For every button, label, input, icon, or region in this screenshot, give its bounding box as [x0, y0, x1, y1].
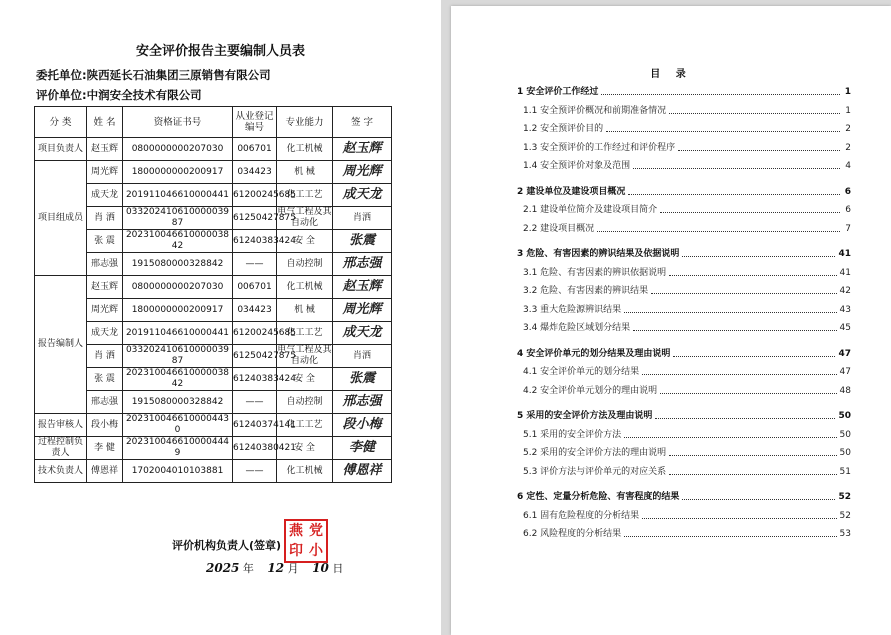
toc-page-number: 48 — [839, 385, 851, 396]
header-name: 姓 名 — [87, 107, 123, 138]
row-cert: 202310046610000443 0 — [123, 414, 233, 437]
client-name: 陕西延长石油集团三原销售有限公司 — [86, 68, 271, 82]
table-row — [35, 207, 392, 230]
toc-page-number: 52 — [839, 510, 851, 521]
row-cert: 202310046610000038 42 — [123, 368, 233, 391]
row-cert: 1702004010103881 — [123, 460, 233, 483]
staff-table — [34, 106, 392, 483]
table-row — [35, 345, 392, 368]
toc-entry-text: 5.1 采用的安全评价方法 — [523, 429, 622, 440]
row-skill: 化工机械 — [277, 276, 333, 299]
handwritten-signature: 张震 — [348, 370, 375, 386]
table-row — [35, 253, 392, 276]
row-name: 周光辉 — [87, 299, 123, 322]
toc-entry-text: 3.3 重大危险源辨识结果 — [523, 304, 622, 315]
sign-date — [206, 560, 343, 576]
row-reg: 61240380421 — [233, 437, 277, 460]
row-signature — [333, 138, 392, 161]
toc-chapter-entry — [517, 248, 851, 260]
toc-section-entry — [523, 142, 851, 154]
toc-section-entry — [523, 105, 851, 117]
row-signature — [333, 276, 392, 299]
toc-entry-text: 4.1 安全评价单元的划分结果 — [523, 367, 640, 377]
row-signature — [333, 437, 392, 460]
handwritten-signature: 赵玉辉 — [342, 278, 382, 294]
row-name: 成天龙 — [87, 322, 123, 345]
red-seal-stamp — [284, 519, 328, 563]
table-row — [35, 161, 392, 184]
row-category: 技术负责人 — [35, 460, 87, 483]
toc-leader-dots — [624, 536, 836, 537]
row-cert: 201911046610000441 — [123, 322, 233, 345]
toc-leader-dots — [660, 212, 840, 213]
row-signature — [333, 230, 392, 253]
row-reg: 61250427875 — [233, 207, 277, 230]
row-signature — [333, 207, 392, 230]
toc-page-number: 47 — [839, 367, 851, 377]
row-name: 邢志强 — [87, 253, 123, 276]
toc-entry-text: 5.3 评价方法与评价单元的对应关系 — [523, 466, 667, 477]
handwritten-signature: 赵玉辉 — [342, 140, 382, 156]
row-category: 报告编制人 — [35, 276, 87, 414]
row-skill: 自动控制 — [277, 391, 333, 414]
header-category: 分 类 — [35, 107, 87, 138]
toc-leader-dots — [669, 113, 840, 114]
page-title: 安全评价报告主要编制人员表 — [135, 44, 305, 59]
header-signature: 签 字 — [333, 107, 392, 138]
row-reg: 61240383424 — [233, 230, 277, 253]
toc-page-number: 50 — [839, 429, 851, 440]
date-year: 2025 — [206, 561, 240, 575]
toc-leader-dots — [624, 312, 836, 313]
toc-page-number: 43 — [839, 304, 851, 315]
row-skill: 安 全 — [277, 437, 333, 460]
row-cert: 1915080000328842 — [123, 391, 233, 414]
toc-page-number: 47 — [838, 348, 851, 359]
row-signature — [333, 414, 392, 437]
toc-entry-text: 1.1 安全预评价概况和前期准备情况 — [523, 105, 667, 116]
row-signature — [333, 161, 392, 184]
toc-page-number: 1 — [845, 105, 851, 116]
row-cert: 033202410610000039 87 — [123, 345, 233, 368]
toc-leader-dots — [655, 418, 835, 419]
toc-leader-dots — [682, 499, 835, 500]
handwritten-signature: 邢志强 — [342, 393, 382, 409]
row-skill: 化工工艺 — [277, 322, 333, 345]
toc-page-number: 7 — [845, 223, 851, 234]
toc-section-entry — [523, 160, 851, 172]
table-row — [35, 437, 392, 460]
row-category: 过程控制负责人 — [35, 437, 87, 460]
staff-table-page — [0, 0, 441, 635]
toc-section-entry — [523, 447, 851, 459]
date-month: 12 — [267, 561, 285, 575]
row-name: 赵玉辉 — [87, 138, 123, 161]
evaluator-line — [36, 87, 202, 103]
row-signature — [333, 345, 392, 368]
seal-char: 小 — [309, 543, 323, 559]
toc-leader-dots — [660, 393, 836, 394]
row-name: 赵玉辉 — [87, 276, 123, 299]
toc-section-entry — [523, 304, 851, 316]
row-skill: 化工工艺 — [277, 414, 333, 437]
toc-leader-dots — [682, 256, 835, 257]
table-row — [35, 391, 392, 414]
toc-entry-text: 1.4 安全预评价对象及范围 — [523, 161, 631, 171]
toc-section-entry — [523, 466, 851, 478]
table-row — [35, 322, 392, 345]
row-reg: —— — [233, 460, 277, 483]
client-line — [36, 67, 271, 83]
row-signature — [333, 460, 392, 483]
row-name: 肖 洒 — [87, 207, 123, 230]
seal-char: 燕 — [289, 523, 303, 539]
toc-page-number: 42 — [839, 286, 851, 296]
date-year-unit: 年 — [242, 562, 254, 575]
toc-leader-dots — [597, 231, 840, 232]
row-name: 张 震 — [87, 230, 123, 253]
row-reg: 61200245685 — [233, 322, 277, 345]
toc-entry-text: 4.2 安全评价单元划分的理由说明 — [523, 385, 658, 396]
table-header-row — [35, 107, 392, 138]
toc-section-entry — [523, 429, 851, 441]
row-reg: 61240383424 — [233, 368, 277, 391]
row-reg: 61240374141 — [233, 414, 277, 437]
date-day-unit: 日 — [332, 562, 344, 575]
row-cert: 202310046610000444 9 — [123, 437, 233, 460]
row-skill: 化工机械 — [277, 138, 333, 161]
toc-page-number: 4 — [845, 161, 851, 171]
header-skill: 专业能力 — [277, 107, 333, 138]
toc-page-number: 50 — [839, 448, 851, 458]
row-category: 报告审核人 — [35, 414, 87, 437]
row-name: 成天龙 — [87, 184, 123, 207]
toc-page-number: 6 — [845, 205, 851, 215]
row-skill: 电气工程及其自动化 — [277, 207, 332, 228]
toc-leader-dots — [642, 518, 836, 519]
toc-leader-dots — [633, 330, 836, 331]
toc-section-entry — [523, 366, 851, 378]
row-skill: 化工工艺 — [277, 184, 333, 207]
row-skill: 化工机械 — [277, 460, 333, 483]
row-category: 项目负责人 — [35, 138, 87, 161]
handwritten-signature: 成天龙 — [342, 324, 382, 340]
row-signature — [333, 184, 392, 207]
toc-leader-dots — [678, 150, 840, 151]
evaluator-label: 评价单位: — [36, 88, 87, 102]
handwritten-signature: 肖洒 — [352, 212, 371, 223]
row-reg: 61200245685 — [233, 184, 277, 207]
toc-entry-text: 2 建设单位及建设项目概况 — [517, 186, 626, 197]
toc-page-number: 41 — [838, 249, 851, 259]
toc-page-number: 50 — [838, 411, 851, 421]
toc-entry-text: 1.2 安全预评价目的 — [523, 124, 604, 134]
toc-section-entry — [523, 204, 851, 216]
row-reg: 034423 — [233, 161, 277, 184]
toc-chapter-entry — [517, 491, 851, 503]
row-cert: 202310046610000038 42 — [123, 230, 233, 253]
toc-entry-text: 3 危险、有害因素的辨识结果及依据说明 — [517, 249, 680, 259]
toc-leader-dots — [669, 455, 836, 456]
toc-entry-text: 1 安全评价工作经过 — [517, 87, 599, 97]
row-skill: 机 械 — [277, 299, 333, 322]
handwritten-signature: 肖洒 — [352, 350, 371, 361]
row-skill: 安 全 — [277, 368, 333, 391]
row-cert: 0800000000207030 — [123, 138, 233, 161]
toc-entry-text: 3.1 危险、有害因素的辨识依据说明 — [523, 267, 667, 278]
toc-page-number: 1 — [844, 87, 851, 97]
handwritten-signature: 周光辉 — [342, 163, 382, 179]
toc-page-number: 52 — [838, 492, 851, 502]
row-cert: 1800000000200917 — [123, 299, 233, 322]
toc-page-number: 51 — [839, 466, 851, 477]
row-name: 邢志强 — [87, 391, 123, 414]
row-reg: 034423 — [233, 299, 277, 322]
toc-entry-text: 1.3 安全预评价的工作经过和评价程序 — [523, 142, 676, 153]
table-row — [35, 460, 392, 483]
date-month-unit: 月 — [287, 562, 299, 575]
header-cert: 资格证书号 — [123, 107, 233, 138]
toc-page-number: 6 — [844, 186, 851, 197]
toc-section-entry — [523, 223, 851, 235]
row-reg: 006701 — [233, 138, 277, 161]
toc-entry-text: 6.2 风险程度的分析结果 — [523, 529, 622, 539]
toc-title: 目 录 — [650, 69, 692, 80]
toc-page-number: 2 — [845, 142, 851, 153]
agency-head-label: 评价机构负责人(签章) — [172, 539, 282, 552]
row-category: 项目组成员 — [35, 161, 87, 276]
toc-leader-dots — [651, 293, 836, 294]
date-day: 10 — [312, 561, 329, 575]
handwritten-signature: 周光辉 — [342, 301, 382, 317]
toc-entry-text: 5 采用的安全评价方法及理由说明 — [517, 411, 653, 421]
toc-entry-text: 6 定性、定量分析危险、有害程度的结果 — [517, 492, 680, 502]
toc-page — [451, 6, 891, 635]
toc-section-entry — [523, 267, 851, 279]
toc-entry-text: 2.2 建设项目概况 — [523, 223, 595, 234]
toc-entry-text: 2.1 建设单位简介及建设项目简介 — [523, 205, 658, 215]
toc-page-number: 53 — [839, 529, 851, 539]
row-signature — [333, 322, 392, 345]
row-reg: —— — [233, 391, 277, 414]
table-row — [35, 138, 392, 161]
row-skill: 机 械 — [277, 161, 333, 184]
toc-leader-dots — [606, 131, 840, 132]
row-skill: 安 全 — [277, 230, 333, 253]
toc-section-entry — [523, 510, 851, 522]
toc-chapter-entry — [517, 348, 851, 360]
toc-entry-text: 3.4 爆炸危险区域划分结果 — [523, 323, 631, 333]
handwritten-signature: 李健 — [348, 439, 375, 455]
client-label: 委托单位: — [36, 68, 87, 82]
toc-leader-dots — [673, 356, 835, 357]
row-reg: —— — [233, 253, 277, 276]
row-name: 张 震 — [87, 368, 123, 391]
handwritten-signature: 傅恩祥 — [342, 462, 382, 478]
row-signature — [333, 391, 392, 414]
row-name: 肖 洒 — [87, 345, 123, 368]
header-reg: 从业登记编号 — [233, 107, 277, 138]
table-row — [35, 368, 392, 391]
row-cert: 1915080000328842 — [123, 253, 233, 276]
toc-entry-text: 4 安全评价单元的划分结果及理由说明 — [517, 348, 671, 359]
row-name: 李 健 — [87, 437, 123, 460]
row-name: 周光辉 — [87, 161, 123, 184]
toc-leader-dots — [624, 437, 836, 438]
toc-section-entry — [523, 322, 851, 334]
toc-chapter-entry — [517, 410, 851, 422]
table-row — [35, 414, 392, 437]
evaluator-name: 中润安全技术有限公司 — [86, 88, 202, 102]
row-cert: 201911046610000441 — [123, 184, 233, 207]
row-reg: 61250427875 — [233, 345, 277, 368]
table-row — [35, 299, 392, 322]
seal-char: 党 — [309, 523, 323, 539]
toc-section-entry — [523, 285, 851, 297]
toc-chapter-entry — [517, 186, 851, 198]
row-skill: 自动控制 — [277, 253, 333, 276]
toc-entry-text: 3.2 危险、有害因素的辨识结果 — [523, 286, 649, 296]
handwritten-signature: 邢志强 — [342, 255, 382, 271]
row-skill: 电气工程及其自动化 — [277, 345, 332, 366]
toc-entry-text: 6.1 固有危险程度的分析结果 — [523, 510, 640, 521]
row-signature — [333, 299, 392, 322]
row-name: 傅恩祥 — [87, 460, 123, 483]
toc-entry-text: 5.2 采用的安全评价方法的理由说明 — [523, 448, 667, 458]
toc-leader-dots — [642, 374, 836, 375]
toc-section-entry — [523, 123, 851, 135]
toc-chapter-entry — [517, 86, 851, 98]
handwritten-signature: 成天龙 — [342, 186, 382, 202]
toc-leader-dots — [669, 474, 836, 475]
row-cert: 0800000000207030 — [123, 276, 233, 299]
toc-leader-dots — [601, 94, 840, 95]
table-row — [35, 230, 392, 253]
row-cert: 033202410610000039 87 — [123, 207, 233, 230]
toc-leader-dots — [633, 168, 840, 169]
handwritten-signature: 段小梅 — [342, 416, 382, 432]
row-signature — [333, 253, 392, 276]
toc-page-number: 41 — [839, 267, 851, 278]
row-signature — [333, 368, 392, 391]
row-cert: 1800000000200917 — [123, 161, 233, 184]
toc-page-number: 45 — [839, 323, 851, 333]
toc-leader-dots — [628, 194, 840, 195]
toc-leader-dots — [669, 275, 836, 276]
table-row — [35, 184, 392, 207]
toc-page-number: 2 — [845, 124, 851, 134]
table-row — [35, 276, 392, 299]
seal-char: 印 — [289, 543, 303, 559]
toc-section-entry — [523, 385, 851, 397]
toc-section-entry — [523, 528, 851, 540]
row-reg: 006701 — [233, 276, 277, 299]
handwritten-signature: 张震 — [348, 232, 375, 248]
row-name: 段小梅 — [87, 414, 123, 437]
